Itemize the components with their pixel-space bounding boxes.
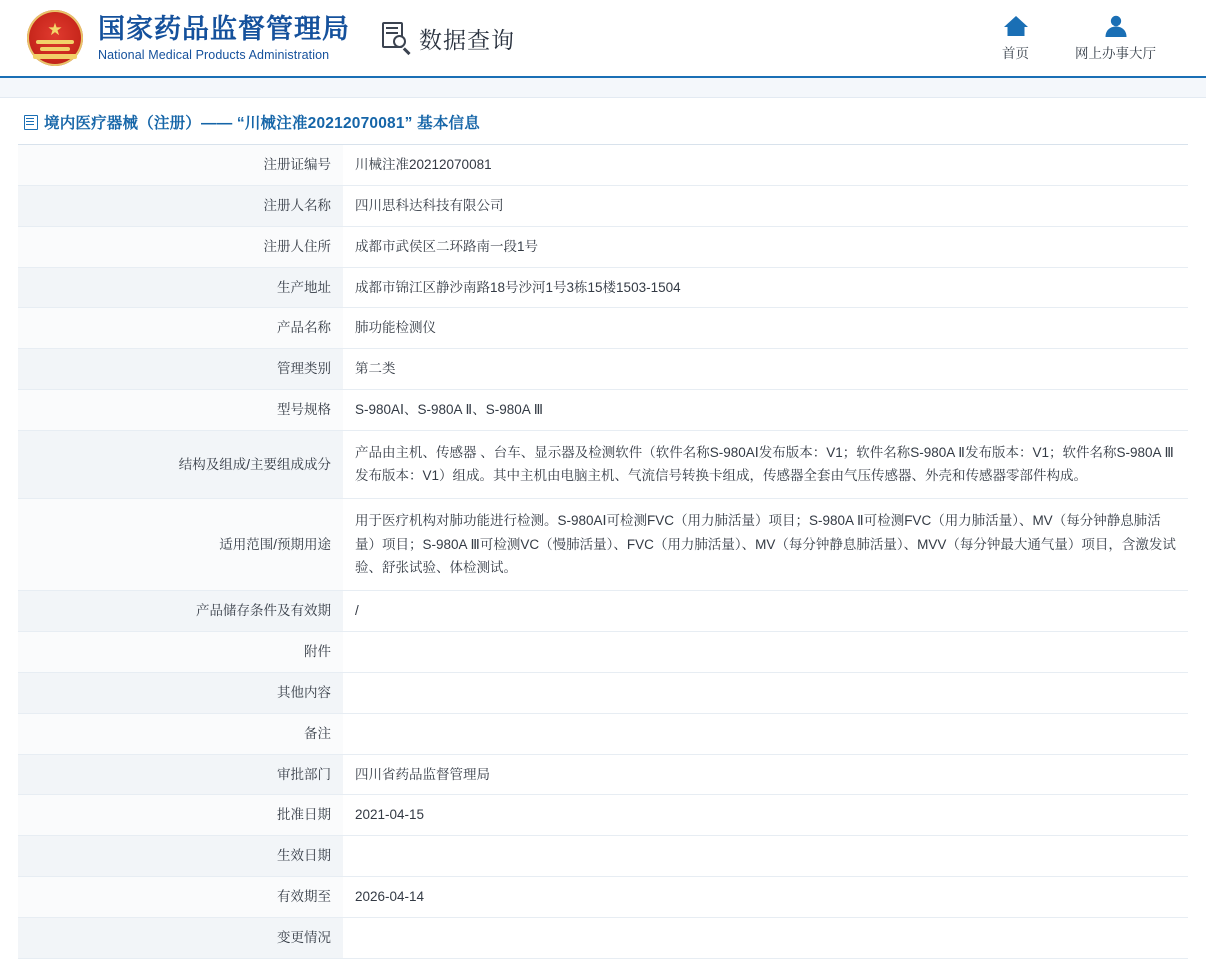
row-label: 适用范围/预期用途 bbox=[18, 499, 343, 591]
nav-item-home[interactable] bbox=[1002, 14, 1029, 62]
table-row bbox=[18, 672, 1188, 713]
nav-label-service-hall: 网上办事大厅 bbox=[1075, 46, 1156, 61]
row-label: 产品储存条件及有效期 bbox=[18, 591, 343, 632]
row-value: 第二类 bbox=[343, 349, 1188, 390]
row-label: 结构及组成/主要组成成分 bbox=[18, 431, 343, 499]
row-value: S-980AⅠ、S-980A Ⅱ、S-980A Ⅲ bbox=[343, 390, 1188, 431]
table-row bbox=[18, 795, 1188, 836]
row-label: 批准日期 bbox=[18, 795, 343, 836]
row-value: 肺功能检测仪 bbox=[343, 308, 1188, 349]
row-value: 2026-04-14 bbox=[343, 877, 1188, 918]
row-label: 管理类别 bbox=[18, 349, 343, 390]
table-row bbox=[18, 145, 1188, 185]
table-row bbox=[18, 877, 1188, 918]
table-row bbox=[18, 226, 1188, 267]
row-label: 有效期至 bbox=[18, 877, 343, 918]
row-label: 生产地址 bbox=[18, 267, 343, 308]
table-row bbox=[18, 308, 1188, 349]
user-hall-icon bbox=[1103, 14, 1129, 38]
row-value: 2021-04-15 bbox=[343, 795, 1188, 836]
home-icon bbox=[1003, 14, 1029, 38]
page-content bbox=[0, 98, 1206, 959]
row-value: 产品由主机、传感器 、台车、显示器及检测软件（软件名称S-980AⅠ发布版本：V1；软件名称S-980A Ⅱ发布版本：V1；软件名称S-980A Ⅲ发布版本：V1）组成。其中主机由电脑主机、气流信号转换卡组成，传感器全套由气压传感器、外壳和传感器零部件构成。 bbox=[343, 431, 1188, 499]
table-row bbox=[18, 917, 1188, 958]
row-value: 成都市武侯区二环路南一段1号 bbox=[343, 226, 1188, 267]
document-search-icon bbox=[382, 22, 412, 54]
table-row bbox=[18, 431, 1188, 499]
table-row bbox=[18, 836, 1188, 877]
nav-item-service-hall[interactable] bbox=[1075, 14, 1156, 62]
row-value: 四川思科达科技有限公司 bbox=[343, 185, 1188, 226]
row-value bbox=[343, 836, 1188, 877]
page-title-bar bbox=[18, 98, 1188, 145]
row-label: 注册证编号 bbox=[18, 145, 343, 185]
brand-block bbox=[98, 14, 350, 61]
org-name-cn: 国家药品监督管理局 bbox=[98, 14, 350, 45]
nav-label-home: 首页 bbox=[1002, 46, 1029, 61]
row-value: / bbox=[343, 591, 1188, 632]
table-row bbox=[18, 267, 1188, 308]
record-icon bbox=[24, 115, 38, 130]
table-row bbox=[18, 349, 1188, 390]
table-row bbox=[18, 631, 1188, 672]
row-value: 川械注准20212070081 bbox=[343, 145, 1188, 185]
data-query-title bbox=[382, 22, 515, 55]
table-row bbox=[18, 499, 1188, 591]
table-row bbox=[18, 713, 1188, 754]
row-label: 型号规格 bbox=[18, 390, 343, 431]
row-value bbox=[343, 631, 1188, 672]
row-label: 附件 bbox=[18, 631, 343, 672]
org-name-en: National Medical Products Administration bbox=[98, 47, 330, 62]
data-query-label: 数据查询 bbox=[419, 26, 515, 53]
row-label: 备注 bbox=[18, 713, 343, 754]
table-row bbox=[18, 754, 1188, 795]
row-label: 其他内容 bbox=[18, 672, 343, 713]
row-label: 产品名称 bbox=[18, 308, 343, 349]
national-emblem-icon: ★ bbox=[24, 7, 86, 69]
row-value: 成都市锦江区静沙南路18号沙河1号3栋15楼1503-1504 bbox=[343, 267, 1188, 308]
row-value bbox=[343, 917, 1188, 958]
table-row bbox=[18, 185, 1188, 226]
header-separator-band bbox=[0, 78, 1206, 98]
table-row bbox=[18, 390, 1188, 431]
site-header bbox=[0, 0, 1206, 78]
row-value bbox=[343, 713, 1188, 754]
row-label: 注册人住所 bbox=[18, 226, 343, 267]
header-nav bbox=[1002, 14, 1182, 62]
table-row bbox=[18, 591, 1188, 632]
page-title: 境内医疗器械（注册）—— “川械注准20212070081” 基本信息 bbox=[44, 115, 480, 132]
row-value: 四川省药品监督管理局 bbox=[343, 754, 1188, 795]
row-value: 用于医疗机构对肺功能进行检测。S-980AⅠ可检测FVC（用力肺活量）项目；S-980A Ⅱ可检测FVC（用力肺活量）、MV（每分钟静息肺活量）项目；S-980A Ⅲ可检测VC（慢肺活量）、FVC（用力肺活量）、MV（每分钟静息肺活量）、MVV（每分钟最大通气量）项目，含激发试验、舒张试验、体检测试。 bbox=[343, 499, 1188, 591]
row-label: 审批部门 bbox=[18, 754, 343, 795]
row-label: 变更情况 bbox=[18, 917, 343, 958]
row-label: 注册人名称 bbox=[18, 185, 343, 226]
device-info-table bbox=[18, 145, 1188, 959]
row-value bbox=[343, 672, 1188, 713]
row-label: 生效日期 bbox=[18, 836, 343, 877]
